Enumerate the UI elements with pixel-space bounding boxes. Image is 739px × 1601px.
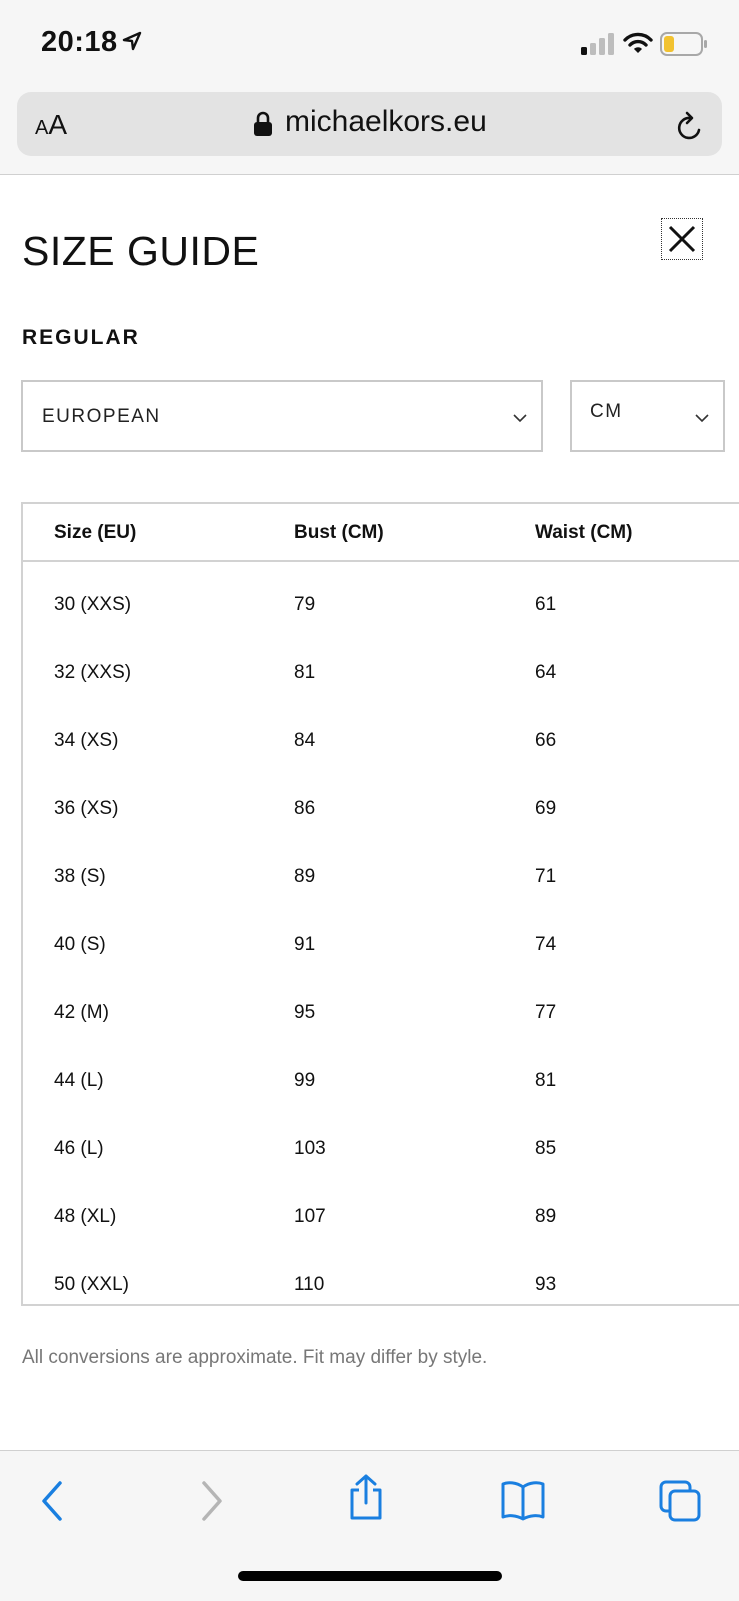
cell-size: 46 (L)	[54, 1138, 104, 1159]
home-indicator[interactable]	[238, 1571, 502, 1581]
cell-waist: 66	[535, 730, 557, 751]
cell-waist: 71	[535, 866, 557, 887]
status-bar	[0, 0, 739, 88]
header-bust: Bust (CM)	[294, 522, 384, 543]
cell-waist: 77	[535, 1002, 557, 1023]
table-row	[23, 1184, 739, 1252]
cell-waist: 74	[535, 934, 557, 955]
lock-icon	[253, 111, 273, 142]
cell-size: 50 (XXL)	[54, 1274, 129, 1295]
cell-waist: 89	[535, 1206, 557, 1227]
back-icon	[38, 1479, 68, 1523]
cell-size: 44 (L)	[54, 1070, 104, 1091]
bookmarks-icon	[500, 1479, 546, 1521]
cell-size: 40 (S)	[54, 934, 106, 955]
tabs-button[interactable]	[658, 1479, 702, 1528]
cell-waist: 69	[535, 798, 557, 819]
cell-waist: 93	[535, 1274, 557, 1295]
browser-toolbar	[0, 1450, 739, 1601]
chevron-down-icon	[695, 410, 709, 428]
cell-size: 36 (XS)	[54, 798, 119, 819]
table-row	[23, 640, 739, 708]
header-size: Size (EU)	[54, 522, 137, 543]
table-row	[23, 1048, 739, 1116]
table-row	[23, 912, 739, 980]
cell-waist: 85	[535, 1138, 557, 1159]
cell-bust: 89	[294, 866, 316, 887]
cell-size: 30 (XXS)	[54, 594, 132, 615]
size-table	[21, 502, 739, 1306]
region-select[interactable]	[21, 380, 543, 452]
cell-bust: 110	[294, 1274, 325, 1295]
cell-bust: 95	[294, 1002, 316, 1023]
tabs-icon	[658, 1479, 702, 1523]
cell-size: 32 (XXS)	[54, 662, 132, 683]
table-header	[23, 504, 739, 562]
cell-size: 48 (XL)	[54, 1206, 117, 1227]
table-row	[23, 776, 739, 844]
cell-size: 38 (S)	[54, 866, 106, 887]
cell-bust: 84	[294, 730, 316, 751]
bookmarks-button[interactable]	[500, 1479, 546, 1526]
cell-bust: 81	[294, 662, 316, 683]
table-row	[23, 572, 739, 640]
table-row	[23, 844, 739, 912]
cell-bust: 99	[294, 1070, 316, 1091]
browser-address-area	[0, 88, 739, 175]
cell-size: 34 (XS)	[54, 730, 119, 751]
url-text[interactable]: michaelkors.eu	[285, 105, 487, 138]
chevron-down-icon	[513, 410, 527, 428]
region-select-value: EUROPEAN	[42, 406, 161, 427]
cell-waist: 64	[535, 662, 557, 683]
table-row	[23, 708, 739, 776]
text-size-label-small: A	[35, 117, 49, 139]
unit-select-value: CM	[590, 401, 623, 422]
fit-label: REGULAR	[22, 326, 140, 349]
status-time: 20:18	[41, 26, 118, 58]
unit-select[interactable]	[570, 380, 725, 452]
share-icon	[346, 1473, 386, 1521]
text-size-label-large: A	[48, 109, 68, 140]
conversion-note: All conversions are approximate. Fit may differ by style.	[22, 1347, 488, 1368]
table-row	[23, 980, 739, 1048]
table-body	[23, 562, 739, 1320]
signal-icon	[580, 33, 616, 60]
cell-size: 42 (M)	[54, 1002, 109, 1023]
text-size-button[interactable]	[35, 109, 67, 141]
cell-bust: 86	[294, 798, 316, 819]
cell-waist: 61	[535, 594, 557, 615]
share-button[interactable]	[346, 1473, 386, 1526]
forward-icon	[196, 1479, 226, 1523]
cell-bust: 107	[294, 1206, 326, 1227]
table-row	[23, 1252, 739, 1320]
wifi-icon	[623, 31, 653, 60]
cell-bust: 79	[294, 594, 316, 615]
cell-bust: 103	[294, 1138, 326, 1159]
reload-icon[interactable]	[675, 110, 705, 147]
page-title: SIZE GUIDE	[22, 228, 260, 274]
location-arrow-icon	[122, 31, 142, 56]
close-button[interactable]	[661, 218, 703, 260]
forward-button[interactable]	[196, 1479, 226, 1528]
table-row	[23, 1116, 739, 1184]
close-icon	[662, 219, 702, 259]
header-waist: Waist (CM)	[535, 522, 633, 543]
battery-icon	[660, 32, 708, 61]
cell-bust: 91	[294, 934, 316, 955]
cell-waist: 81	[535, 1070, 557, 1091]
address-bar[interactable]	[17, 92, 722, 156]
back-button[interactable]	[38, 1479, 68, 1528]
